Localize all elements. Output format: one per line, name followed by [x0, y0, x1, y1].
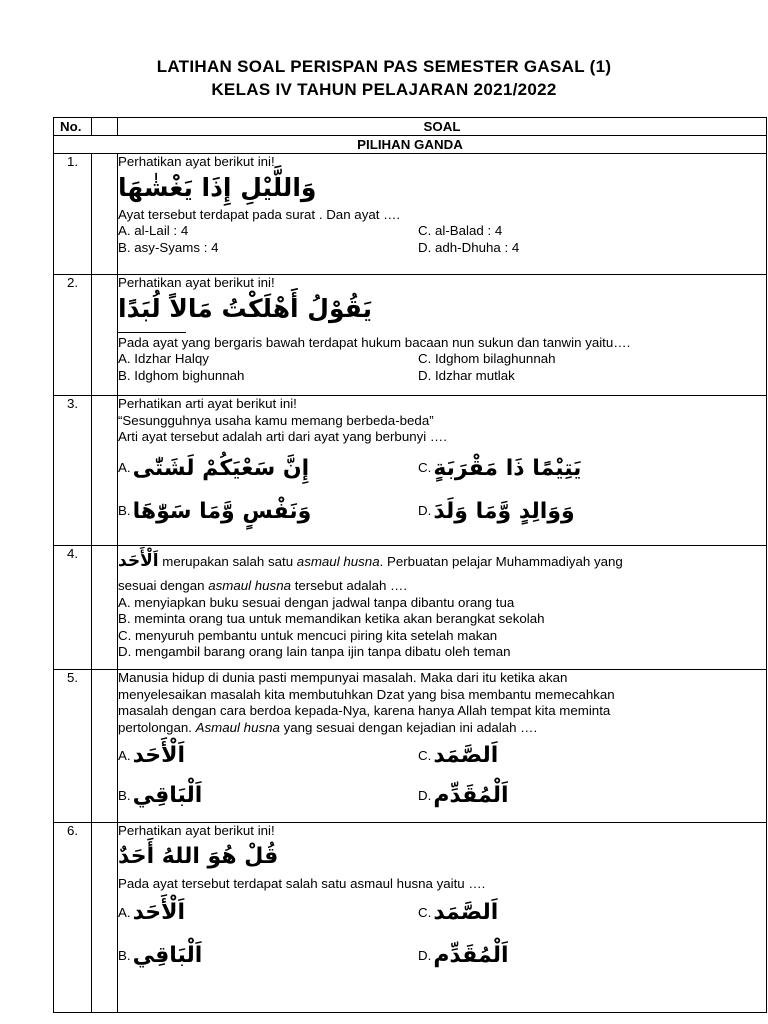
- option-d: D. mengambil barang orang lain tanpa ijin tanpa dibatu oleh teman: [118, 644, 511, 659]
- spacer-cell: [92, 823, 118, 1013]
- question-text: Arti ayat tersebut adalah arti dari ayat yang berbunyi ….: [118, 429, 447, 444]
- option-b: B. اَلْبَاقِي: [118, 783, 203, 808]
- question-text-line4: pertolongan. Asmaul husna yang sesuai dengan kejadian ini adalah ….: [118, 719, 538, 735]
- option-c: C. menyuruh pembantu untuk mencuci piring kita setelah makan: [118, 627, 498, 643]
- question-body: [118, 670, 767, 823]
- option-c: C. al-Balad : 4: [418, 223, 503, 238]
- option-c: C. اَلصَّمَد: [418, 743, 499, 768]
- question-body: [118, 154, 767, 275]
- arabic-verse: وَاللَّيْلِ إِذَا يَغْشٰهَا: [118, 172, 317, 202]
- question-row-1: [54, 154, 767, 275]
- option-d: D. Idzhar mutlak: [418, 367, 515, 383]
- question-number: 4.: [54, 546, 92, 670]
- option-c: C. يَتِيْمًا ذَا مَقْرَبَةٍ: [418, 455, 582, 481]
- option-a: A. menyiapkan buku sesuai dengan jadwal tanpa dibantu orang tua: [118, 594, 515, 610]
- option-b: B. وَنَفْسٍ وَّمَا سَوّٰهَا: [118, 498, 312, 524]
- question-text-line3: masalah dengan cara berdoa kepada-Nya, karena hanya Allah tempat kita meminta: [118, 703, 611, 718]
- option-c: C. اَلصَّمَد: [418, 900, 499, 925]
- question-text-line2: menyelesaikan masalah kita membutuhkan Dzat yang bisa membantu memecahkan: [118, 686, 615, 702]
- question-row-2: [54, 275, 767, 396]
- option-b: B. اَلْبَاقِي: [118, 943, 203, 968]
- spacer-cell: [92, 275, 118, 396]
- question-text-line1: Manusia hidup di dunia pasti mempunyai masalah. Maka dari itu ketika akan: [118, 670, 568, 685]
- column-header-no: No.: [54, 118, 92, 136]
- question-row-5: [54, 670, 767, 823]
- translation-quote: “Sesungguhnya usaha kamu memang berbeda-beda”: [118, 412, 434, 428]
- option-b: B. asy-Syams : 4: [118, 239, 219, 255]
- document-title: LATIHAN SOAL PERISPAN PAS SEMESTER GASAL (1): [156, 57, 612, 76]
- question-text-line1: اَلْأَحَد merupakan salah satu asmaul husna. Perbuatan pelajar Muhammadiyah yang: [118, 551, 623, 571]
- option-a: A. اَلْأَحَد: [118, 743, 186, 768]
- table-header-row: [54, 118, 767, 136]
- spacer-cell: [92, 154, 118, 275]
- spacer-cell: [92, 670, 118, 823]
- question-row-4: [54, 546, 767, 670]
- question-number: 6.: [54, 823, 92, 1013]
- question-body: [118, 546, 767, 670]
- column-header-spacer: [92, 118, 118, 136]
- question-body: [118, 275, 767, 396]
- document-subtitle: KELAS IV TAHUN PELAJARAN 2021/2022: [211, 80, 557, 99]
- question-intro: Perhatikan ayat berikut ini!: [118, 823, 275, 838]
- question-number: 3.: [54, 396, 92, 546]
- option-a: A. Idzhar Halqy: [118, 351, 209, 366]
- arabic-verse: يَقُوْلُ أَهْلَكْتُ مَالاً لُبَدًا: [118, 293, 373, 323]
- question-intro: Perhatikan arti ayat berikut ini!: [118, 396, 297, 411]
- question-intro: Perhatikan ayat berikut ini!: [118, 154, 275, 169]
- option-a: A. اَلْأَحَد: [118, 900, 186, 925]
- column-header-soal: SOAL: [118, 118, 767, 136]
- underline-marker: [118, 332, 186, 333]
- question-table: [53, 117, 767, 1013]
- section-row: [54, 136, 767, 154]
- question-text: Pada ayat yang bergaris bawah terdapat hukum bacaan nun sukun dan tanwin yaitu….: [118, 334, 631, 350]
- option-b: B. meminta orang tua untuk memandikan ketika akan berangkat sekolah: [118, 611, 545, 626]
- spacer-cell: [92, 396, 118, 546]
- question-text: Ayat tersebut terdapat pada surat . Dan ayat ….: [118, 206, 401, 222]
- arabic-verse: قُلْ هُوَ اللهُ أَحَدٌ: [118, 843, 279, 869]
- question-text: Pada ayat tersebut terdapat salah satu asmaul husna yaitu ….: [118, 875, 486, 891]
- question-number: 5.: [54, 670, 92, 823]
- question-text-line2: sesuai dengan asmaul husna tersebut adalah ….: [118, 578, 408, 593]
- option-c: C. Idghom bilaghunnah: [418, 351, 556, 366]
- question-body: [118, 396, 767, 546]
- question-row-3: [54, 396, 767, 546]
- option-d: D. adh-Dhuha : 4: [418, 239, 520, 255]
- question-row-6: [54, 823, 767, 1013]
- question-body: [118, 823, 767, 1013]
- option-a: A. al-Lail : 4: [118, 223, 189, 238]
- spacer-cell: [92, 546, 118, 670]
- section-title: PILIHAN GANDA: [54, 136, 767, 154]
- option-d: D. اَلْمُقَدِّم: [418, 783, 509, 808]
- question-number: 1.: [54, 154, 92, 275]
- question-intro: Perhatikan ayat berikut ini!: [118, 275, 275, 290]
- question-number: 2.: [54, 275, 92, 396]
- option-d: D. اَلْمُقَدِّم: [418, 943, 509, 968]
- option-b: B. Idghom bighunnah: [118, 367, 245, 383]
- option-a: A. إِنَّ سَعْيَكُمْ لَشَتّٰى: [118, 455, 310, 481]
- option-d: D. وَوَالِدٍ وَّمَا وَلَدَ: [418, 498, 575, 524]
- asmaul-husna-arabic: اَلْأَحَد: [118, 551, 159, 571]
